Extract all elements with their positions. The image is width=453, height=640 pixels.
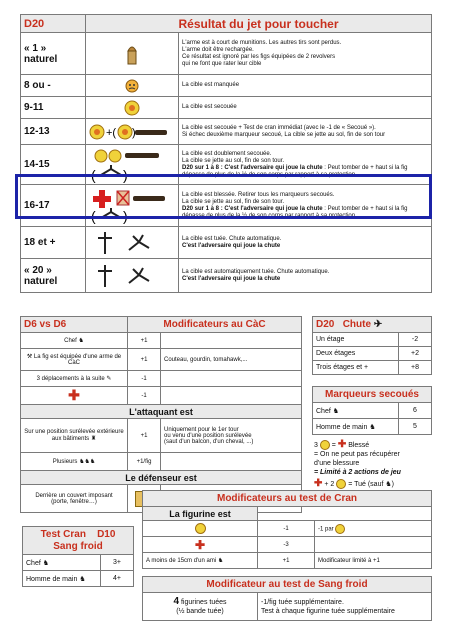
secoues-row-value: 5 xyxy=(399,419,432,435)
wound-cross-icon: ✚ xyxy=(314,478,323,490)
svg-text:+(: +( xyxy=(106,126,117,139)
cran-table xyxy=(142,490,432,569)
cac-row-label: Derrière un couvert imposant (porte, fenêtre…) xyxy=(35,492,113,505)
d20-header-left: D20 xyxy=(21,15,86,33)
secoues-rules: 3 = ✚ Blessé = On ne peut pas récupérer d'une blessure = Limité à 2 actions de jeu ✚ + 2 = Tué (sauf ♞) xyxy=(314,440,439,489)
cac-row-label: Sur une position surélevée extérieure aux bâtiments xyxy=(24,428,124,443)
d20-row-bold: C'est l'adversaire qui joue la chute xyxy=(182,275,281,282)
rule-line2: d'une blessure xyxy=(314,460,360,468)
defender-header: Le défenseur est xyxy=(21,471,302,485)
wound-cross-icon: ✚ xyxy=(337,439,347,450)
rule-line3: = Limité à 2 actions de jeu xyxy=(314,469,401,477)
wound-cross-icon: ✚ xyxy=(194,537,206,552)
d20-row-label: 16-17 xyxy=(21,185,86,227)
cac-row-label: Chef xyxy=(64,338,77,345)
shaken-prone-icon xyxy=(89,122,171,142)
chute-table xyxy=(312,316,432,375)
sangfroid-title-a: Test Cran xyxy=(40,528,86,540)
chief-icon: ♞ xyxy=(42,559,50,567)
cac-row-note xyxy=(161,387,302,405)
chief-icon: ♞ xyxy=(385,480,392,488)
d20-row-text: La cible est automatiquement tuée. Chute automatique. xyxy=(182,268,330,275)
cac-row-note: Couteau, gourdin, tomahawk,... xyxy=(161,349,302,371)
d20-row-bold: C'est l'adversaire qui joue la chute xyxy=(182,242,281,249)
cac-table xyxy=(20,316,302,513)
cran-row-mod: +1 xyxy=(258,553,315,569)
chute-row-mod: +2 xyxy=(399,347,432,361)
shaken-marker-icon xyxy=(320,440,330,450)
sfmods-count: 4 xyxy=(173,596,180,607)
chute-header-title: Chute xyxy=(342,319,372,331)
d20-header-title: Résultat du jet pour toucher xyxy=(86,15,432,33)
wound-cross-icon: ✚ xyxy=(68,387,80,403)
d20-row-text: La cible est secouée xyxy=(179,97,432,119)
d20-row-label: 8 ou - xyxy=(21,75,86,97)
secoues-row-label: Chef xyxy=(316,407,331,415)
cac-row-mod: +1 xyxy=(128,333,161,349)
d20-row-label: « 20 » naturel xyxy=(21,259,86,293)
axe-icon: ⚒ xyxy=(26,353,33,360)
killed-cross-icon xyxy=(89,230,159,256)
cac-row-mod: +1/fig xyxy=(128,453,161,471)
cac-row-note xyxy=(161,333,302,349)
friend-icon: ♞ xyxy=(217,557,224,564)
cran-sub: La figurine est xyxy=(143,507,258,521)
rule-tue-end: ) xyxy=(391,481,394,489)
d20-row-fall-note: : Peut tomber de + haut si la fig dépasse de plus de la ½ de son corps par rapport à sa protection xyxy=(182,164,408,178)
group-icon: ♞♞♞ xyxy=(79,458,96,465)
killed-cross-icon xyxy=(89,263,159,289)
sangfroid-row-label: Chef xyxy=(26,559,41,567)
sangfroid-row-value: 4+ xyxy=(101,571,134,587)
shaken-marker-icon xyxy=(335,524,345,534)
chief-icon: ♞ xyxy=(332,407,340,415)
cran-row-label: A moins de 15cm d'un ami xyxy=(146,558,217,565)
sangfroid-title-c: Sang froid xyxy=(53,540,103,552)
d20-row-text: La cible est secouée + Test de cran immédiat (avec le -1 de « Secoué »). Si échec deuxième marqueur secoué, La cible se jette au sol, fin de son tour xyxy=(179,119,432,145)
sangfroid-table xyxy=(22,526,134,587)
cac-row-label: Plusieurs xyxy=(52,459,78,466)
cac-row-note xyxy=(161,371,302,387)
falling-figure-icon: ✈ xyxy=(373,318,383,330)
cac-header-title: Modificateurs au CàC xyxy=(128,317,302,333)
svg-text:): ) xyxy=(132,126,136,139)
henchman-icon: ♞ xyxy=(79,575,86,583)
cran-title: Modificateurs au test de Cran xyxy=(143,491,432,507)
cac-row-mod: +1 xyxy=(128,349,161,371)
chute-row-mod: +8 xyxy=(399,361,432,375)
sfmods-table xyxy=(142,576,432,621)
rule-tue: = Tué (sauf xyxy=(348,481,384,489)
d20-row-text: La cible est blessée. Retirer tous les marqueurs secoués. La cible se jette au sol, fin de son tour. xyxy=(182,191,335,205)
chute-header-left: D20 xyxy=(316,319,335,331)
chute-row-mod: -2 xyxy=(399,333,432,347)
svg-text:(: ( xyxy=(91,207,96,224)
cac-row-note xyxy=(161,453,302,471)
chute-row-label: Deux étages xyxy=(313,347,399,361)
d20-row-text: La cible est tuée. Chute automatique. xyxy=(182,235,282,242)
missed-face-icon xyxy=(122,78,142,94)
secoues-title: Marqueurs secoués xyxy=(313,387,432,403)
sfmods-title: Modificateur au test de Sang froid xyxy=(143,577,432,593)
cran-row-note: Modificateur limité à +1 xyxy=(315,553,432,569)
sangfroid-title-b: D10 xyxy=(97,528,116,540)
d20-row-text: La cible est manquée xyxy=(179,75,432,97)
cac-row-mod: +1 xyxy=(128,419,161,453)
cac-row-label: 3 déplacements à la suite xyxy=(36,376,105,383)
cran-row-mod: -1 xyxy=(258,521,315,537)
d20-row-text: L'arme est à court de munitions. Les autres tirs sont perdus. L'arme doit être rechargée. Ce résultat est ignoré par les figs équipées de 2 revolvers qui ne font que rater leur cible xyxy=(179,33,432,75)
svg-text:): ) xyxy=(123,166,128,183)
shaken-marker-icon xyxy=(336,479,346,489)
highlight-frame xyxy=(15,174,432,219)
rule-line1: = On ne peut pas récupérer xyxy=(314,451,400,459)
chief-icon: ♞ xyxy=(78,337,84,344)
rule-blesse: Blessé xyxy=(348,442,370,449)
bullet-icon xyxy=(126,43,138,65)
d20-row-fall-rule: D20 sur 1 à 8 : C'est l'adversaire qui joue la chute xyxy=(182,164,323,171)
d20-table xyxy=(20,14,432,293)
sangfroid-row-value: 3+ xyxy=(101,555,134,571)
shaken-marker-icon xyxy=(123,99,141,117)
sangfroid-row-label: Homme de main xyxy=(26,575,78,583)
rule-plus2: + 2 xyxy=(324,481,335,489)
sfmods-count-label: figurines tuées xyxy=(180,599,227,606)
sfmods-note2: Test à chaque figurine tuée supplémentaire xyxy=(261,607,395,615)
d20-row-label: 14-15 xyxy=(21,145,86,185)
cac-row-label: La fig est équipée d'une arme de CàC xyxy=(33,354,122,367)
elevated-figure-icon: ♜ xyxy=(90,435,97,442)
chute-row-label: Trois étages et + xyxy=(313,361,399,375)
d20-row-label: 12-13 xyxy=(21,119,86,145)
boots-icon: ✎ xyxy=(106,375,112,382)
d20-row-label: 18 et + xyxy=(21,227,86,259)
cac-header-left: D6 vs D6 xyxy=(21,317,128,333)
svg-text:(: ( xyxy=(91,166,96,183)
cac-row-mod: -1 xyxy=(128,371,161,387)
cac-row-note: Uniquement pour le 1er tour ou venu d'une position surélevée (saut d'un balcon, d'un cheval, ...) xyxy=(161,419,302,453)
shaken-marker-icon xyxy=(195,523,206,534)
secoues-row-value: 6 xyxy=(399,403,432,419)
attacker-header: L'attaquant est xyxy=(21,405,302,419)
secoues-row-label: Homme de main xyxy=(316,423,368,431)
sfmods-note1: -1/fig tuée supplémentaire. xyxy=(261,598,344,606)
rule-count: 3 xyxy=(314,442,318,449)
d20-row-fall-rule: D20 sur 1 à 8 : C'est l'adversaire qui joue la chute xyxy=(182,205,323,212)
sfmods-count-sub: (½ bande tuée) xyxy=(176,608,224,615)
secoues-table xyxy=(312,386,432,435)
d20-row-text: La cible est doublement secouée. La cible se jette au sol, fin de son tour. xyxy=(182,150,285,164)
d20-row-fall-note: : Peut tomber de + haut si la fig dépasse de plus de la ½ de son corps par rapport à sa protection xyxy=(182,205,408,219)
cran-row-note xyxy=(315,537,432,553)
chute-row-label: Un étage xyxy=(313,333,399,347)
cran-row-note: -1 par xyxy=(318,526,334,533)
cran-row-mod: -3 xyxy=(258,537,315,553)
henchman-icon: ♞ xyxy=(369,423,376,431)
cac-row-mod: -1 xyxy=(128,387,161,405)
d20-row-label: « 1 » naturel xyxy=(21,33,86,75)
d20-row-label: 9-11 xyxy=(21,97,86,119)
svg-text:): ) xyxy=(123,207,128,224)
